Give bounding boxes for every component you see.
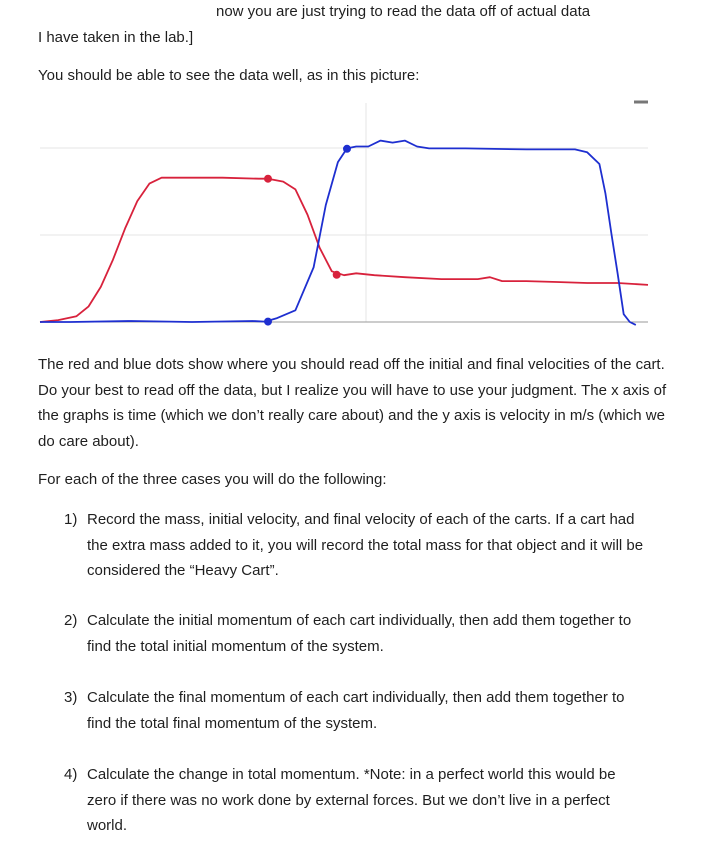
graph-background [0, 95, 720, 345]
text-fragment-taken: I have taken in the lab.] [38, 29, 194, 46]
list-number: 1) [64, 511, 78, 528]
blue-reading-dot [344, 145, 351, 152]
list-number: 4) [64, 766, 78, 783]
red-reading-dot [265, 175, 272, 182]
intro-text: The red and blue dots show where you should read off the initial and final velocities of the cart. Do your best to read off the data, but I realize you will have to use your judgment. The x axis of the graphs is time (which we don’t really care about) and the y axis is velocity in m/s (which we do care about). [38, 356, 667, 450]
red-reading-dot [333, 271, 340, 278]
list-item [64, 685, 664, 736]
list-text: Calculate the initial momentum of each cart individually, then add them together to find the total initial momentum of the system. [87, 612, 632, 655]
see-data-sentence: You should be able to see the data well, as in this picture: [38, 67, 420, 84]
list-item [64, 608, 664, 659]
text-fragment-top: now you are just trying to read the data off of actual data [216, 3, 591, 20]
for-each-heading: For each of the three cases you will do the following: [38, 471, 387, 488]
intro-paragraph [38, 352, 678, 454]
velocity-graph [0, 95, 720, 345]
list-text: Calculate the final momentum of each cart individually, then add them together to find the total final momentum of the system. [87, 689, 625, 732]
list-number: 3) [64, 689, 78, 706]
list-number: 2) [64, 612, 78, 629]
list-text: Calculate the change in total momentum. *Note: in a perfect world this would be zero if there was no work done by external forces. But we don’t live in a perfect world. [87, 766, 616, 835]
list-item [64, 507, 664, 584]
blue-reading-dot [265, 318, 272, 325]
list-item [64, 762, 664, 839]
list-text: Record the mass, initial velocity, and final velocity of each of the carts. If a cart had the extra mass added to it, you will record the total mass for that object and it will be considered the “Heavy Cart”. [87, 511, 644, 580]
